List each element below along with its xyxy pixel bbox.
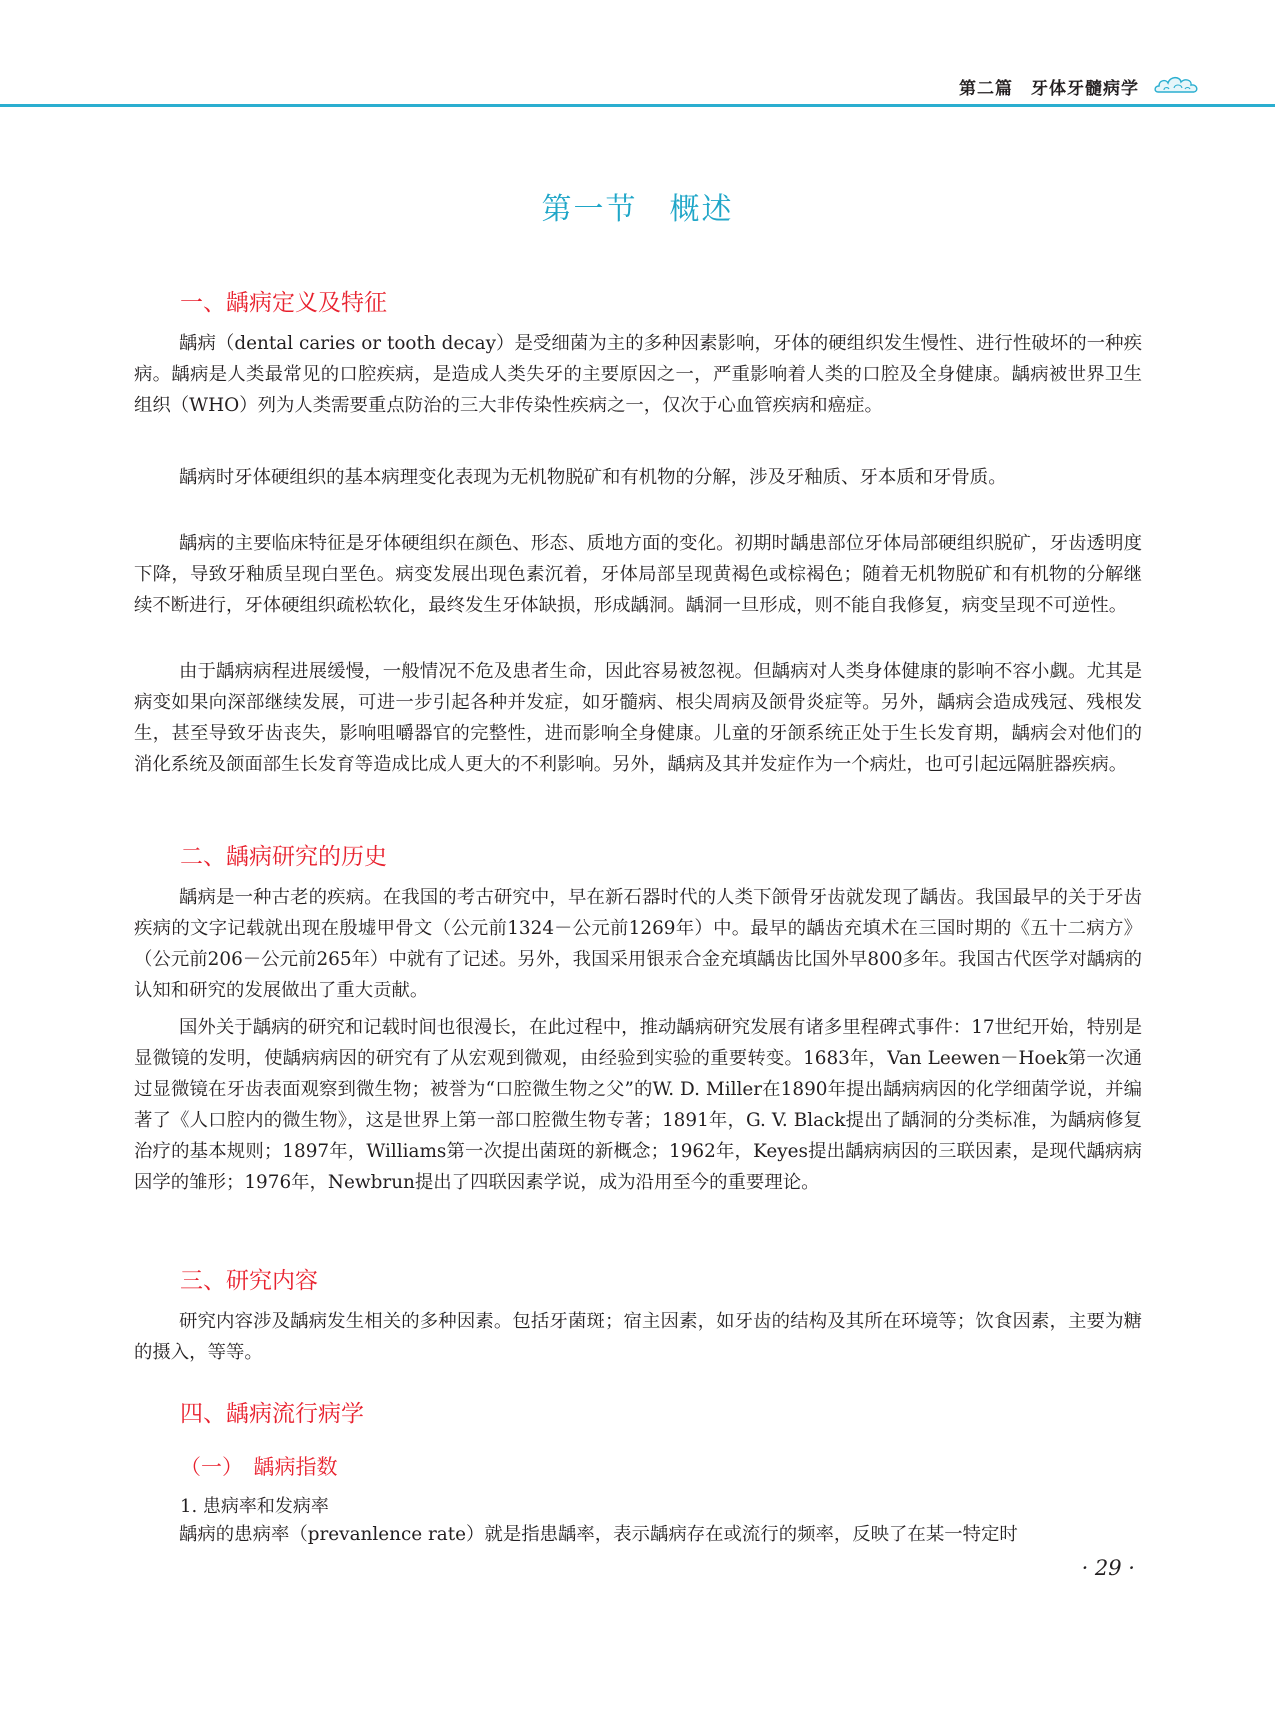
heading-epidemiology: 四、龋病流行病学 [180,1401,364,1427]
paragraph: 龋病是一种古老的疾病。在我国的考古研究中，早在新石器时代的人类下颌骨牙齿就发现了龋齿。我国最早的关于牙齿疾病的文字记载就出现在殷墟甲骨文（公元前1324－公元前1269年）中。最早的龋齿充填术在三国时期的《五十二病方》（公元前206－公元前265年）中就有了记述。另外，我国采用银汞合金充填龋齿比国外早800多年。我国古代医学对龋病的认知和研究的发展做出了重大贡献。 [134,887,1142,1001]
running-header: 第二篇 牙体牙髓病学 [959,79,1139,99]
paragraph: 国外关于龋病的研究和记载时间也很漫长，在此过程中，推动龋病研究发展有诸多里程碑式事件：17世纪开始，特别是显微镜的发明，使龋病病因的研究有了从宏观到微观，由经验到实验的重要转变。1683年，Van Leewen－Hoek第一次通过显微镜在牙齿表面观察到微生物；被誉为“口腔微生物之父”的W. D. Miller在1890年提出龋病病因的化学细菌学说，并编著了《人口腔内的微生物》，这是世界上第一部口腔微生物专著；1891年，G. V. Black提出了龋洞的分类标准，为龋病修复治疗的基本规则；1897年，Williams第一次提出菌斑的新概念；1962年，Keyes提出龋病病因的三联因素，是现代龋病病因学的雏形；1976年，Newbrun提出了四联因素学说，成为沿用至今的重要理论。 [134,1017,1142,1193]
paragraph: 龋病（dental caries or tooth decay）是受细菌为主的多种因素影响，牙体的硬组织发生慢性、进行性破坏的一种疾病。龋病是人类最常见的口腔疾病，是造成人类失牙的主要原因之一，严重影响着人类的口腔及全身健康。龋病被世界卫生组织（WHO）列为人类需要重点防治的三大非传染性疾病之一，仅次于心血管疾病和癌症。 [134,333,1142,416]
cloud-ornament-icon [1152,70,1202,98]
paragraph: 龋病的主要临床特征是牙体硬组织在颜色、形态、质地方面的变化。初期时龋患部位牙体局部硬组织脱矿，牙齿透明度下降，导致牙釉质呈现白垩色。病变发展出现色素沉着，牙体局部呈现黄褐色或棕褐色；随着无机物脱矿和有机物的分解继续不断进行，牙体硬组织疏松软化，最终发生牙体缺损，形成龋洞。龋洞一旦形成，则不能自我修复，病变呈现不可逆性。 [134,533,1142,616]
paragraph: 由于龋病病程进展缓慢，一般情况不危及患者生命，因此容易被忽视。但龋病对人类身体健康的影响不容小觑。尤其是病变如果向深部继续发展，可进一步引起各种并发症，如牙髓病、根尖周病及颌骨炎症等。另外，龋病会造成残冠、残根发生，甚至导致牙齿丧失，影响咀嚼器官的完整性，进而影响全身健康。儿童的牙颌系统正处于生长发育期，龋病会对他们的消化系统及颌面部生长发育等造成比成人更大的不利影响。另外，龋病及其并发症作为一个病灶，也可引起远隔脏器疾病。 [134,661,1142,775]
paragraph: 龋病的患病率（prevanlence rate）就是指患龋率，表示龋病存在或流行的频率，反映了在某一特定时 [179,1524,1018,1545]
heading-history: 二、龋病研究的历史 [180,844,387,870]
section-title: 第一节 概述 [541,192,734,227]
heading-research-content: 三、研究内容 [180,1268,318,1294]
header-rule [0,104,1275,107]
item-title: 1. 患病率和发病率 [180,1496,329,1517]
paragraph: 研究内容涉及龋病发生相关的多种因素。包括牙菌斑；宿主因素，如牙齿的结构及其所在环境等；饮食因素，主要为糖的摄入，等等。 [134,1311,1142,1363]
subheading-caries-index: （一） 龋病指数 [180,1455,338,1479]
heading-definition: 一、龋病定义及特征 [180,290,387,316]
paragraph: 龋病时牙体硬组织的基本病理变化表现为无机物脱矿和有机物的分解，涉及牙釉质、牙本质和牙骨质。 [179,467,1007,488]
page-number: · 29 · [1081,1556,1135,1580]
